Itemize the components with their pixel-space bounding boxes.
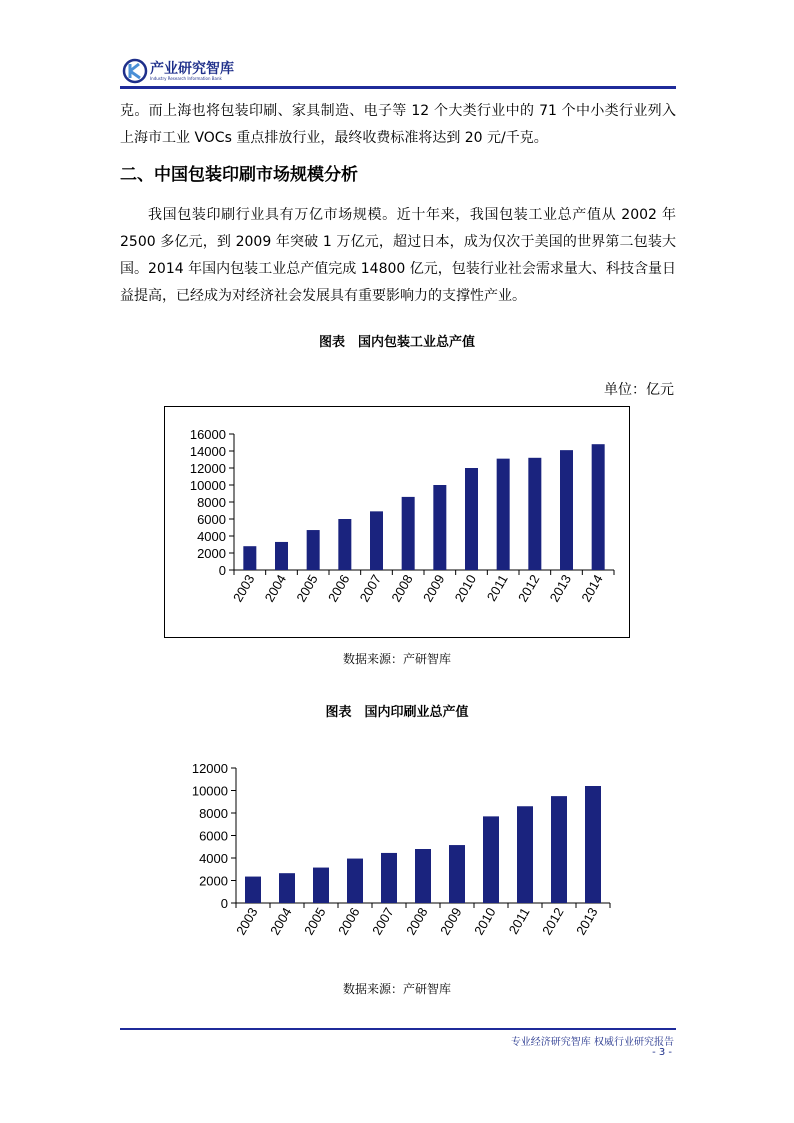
- chart1-y-tick-label: 6000: [197, 512, 226, 527]
- chart2-y-tick-label: 6000: [199, 828, 228, 844]
- chart1-y-tick-label: 0: [218, 563, 226, 578]
- chart1-x-tick-label: 2013: [546, 572, 575, 605]
- chart2-x-tick-label: 2008: [403, 905, 431, 938]
- chart2-caption: 图表 国内印刷业总产值: [325, 705, 469, 720]
- chart1-source: 数据来源：产研智库: [342, 652, 451, 666]
- chart2-bar: [517, 806, 533, 903]
- chart1-x-tick-label: 2005: [293, 572, 321, 605]
- paragraph-market-size: 我国包装印刷行业具有万亿市场规模。近十年来，我国包装工业总产值从 2002 年 2500 多亿元，到 2009 年突破 1 万亿元，超过日本，成为仅次于美国的世界第二包装大国。2014 年国内包装工业总产值完成 14800 亿元，包装行业社会需求量大、科技含量日益提高，已经成为对经济社会发展具有重要影响力的支撑性产业。: [120, 207, 676, 304]
- chart1-x-tick-label: 2011: [483, 572, 511, 604]
- chart1-y-tick-label: 10000: [189, 478, 226, 493]
- chart2-y-tick-label: 0: [220, 896, 228, 911]
- chart1-y-tick-label: 12000: [189, 461, 226, 476]
- chart2-y-tick-label: 2000: [199, 873, 228, 889]
- chart2-x-tick-label: 2004: [267, 905, 295, 938]
- chart2-x-tick-label: 2005: [301, 905, 329, 938]
- chart2-bar: [381, 853, 397, 903]
- section-title: 二、中国包装印刷市场规模分析: [120, 165, 358, 185]
- chart2-bar: [245, 877, 261, 903]
- footer-tagline: 专业经济研究智库 权威行业研究报告: [510, 1037, 674, 1048]
- chart2-bar: [347, 859, 363, 903]
- logo-subtitle: Industry Research Information Bank: [150, 75, 222, 81]
- chart1-x-tick-label: 2009: [419, 572, 448, 605]
- chart2-bar: [483, 816, 499, 903]
- chart1-x-tick-label: 2014: [578, 572, 606, 605]
- header-logo: [122, 56, 234, 86]
- logo-icon: [122, 58, 148, 84]
- chart2-x-tick-label: 2006: [335, 905, 363, 938]
- chart2-y-tick-label: 8000: [199, 806, 228, 821]
- page-number: - 3 -: [652, 1047, 672, 1058]
- chart1-x-tick-label: 2003: [229, 572, 258, 605]
- chart1-x-tick-label: 2012: [514, 572, 543, 605]
- paragraph-vocs: 克。而上海也将包装印刷、家具制造、电子等 12 个大类行业中的 71 个中小类行业列入上海市工业 VOCs 重点排放行业，最终收费标准将达到 20 元/千克。: [120, 103, 676, 146]
- chart1-y-tick-label: 4000: [197, 529, 226, 544]
- chart1-x-tick-label: 2004: [261, 572, 290, 605]
- chart2-source: 数据来源：产研智库: [342, 982, 451, 996]
- chart2-y-tick-label: 12000: [191, 761, 228, 776]
- chart2-x-tick-label: 2011: [505, 905, 533, 937]
- chart1-x-tick-label: 2010: [451, 572, 480, 605]
- chart2-bar: [313, 868, 329, 903]
- chart2-x-tick-label: 2013: [573, 905, 601, 938]
- header-divider: [120, 86, 676, 89]
- chart1-y-tick-label: 16000: [189, 427, 226, 442]
- logo-name: 产业研究智库: [150, 60, 234, 77]
- chart2-x-tick-label: 2007: [369, 905, 397, 938]
- chart1-frame: [164, 406, 630, 638]
- chart2-bar: [585, 786, 601, 903]
- chart1-x-tick-label: 2007: [356, 572, 385, 605]
- chart2-x-tick-label: 2010: [471, 905, 499, 938]
- chart2-bar: [415, 849, 431, 903]
- chart1-caption: 图表 国内包装工业总产值: [318, 335, 475, 350]
- chart2-x-tick-label: 2012: [539, 905, 567, 938]
- chart1-y-tick-label: 14000: [189, 444, 226, 459]
- footer-divider: [120, 1028, 676, 1030]
- chart2-x-tick-label: 2003: [233, 905, 261, 938]
- chart1-y-tick-label: 8000: [197, 495, 226, 510]
- chart1-x-tick-label: 2008: [388, 572, 416, 605]
- chart2-bar: [279, 873, 295, 903]
- chart2-bar: [551, 796, 567, 903]
- chart1-y-tick-label: 2000: [197, 546, 226, 561]
- chart2-y-tick-label: 4000: [199, 851, 228, 866]
- chart2-y-tick-label: 10000: [191, 783, 228, 799]
- logo-text: [150, 62, 234, 81]
- chart2-x-tick-label: 2009: [437, 905, 465, 938]
- chart1-x-tick-label: 2006: [324, 572, 353, 605]
- chart2-bar: [449, 845, 465, 903]
- chart1-unit: 单位：亿元: [604, 382, 674, 398]
